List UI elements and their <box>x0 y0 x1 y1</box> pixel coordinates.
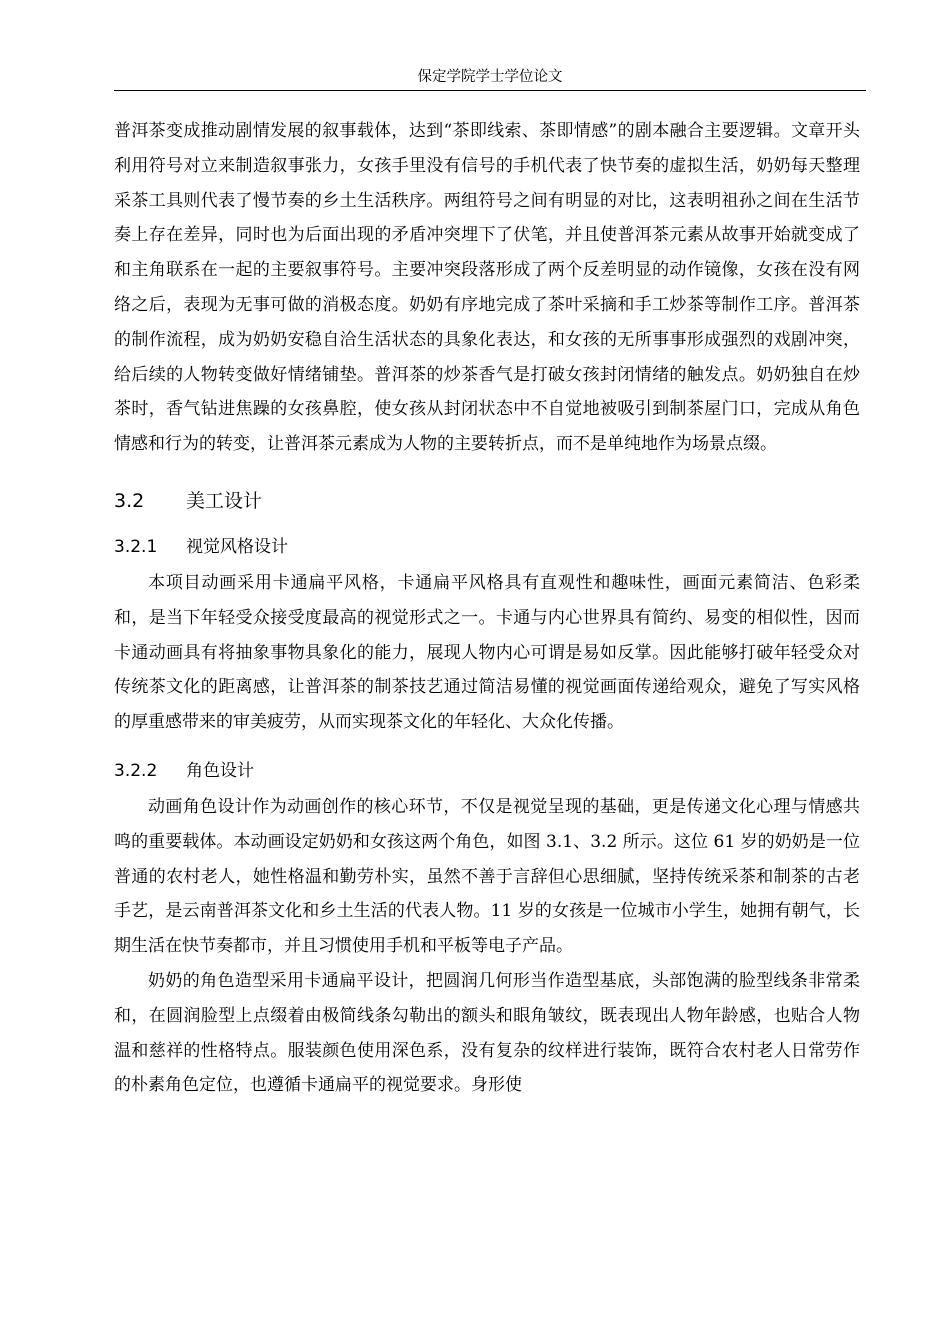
running-header: 保定学院学士学位论文 <box>417 69 563 85</box>
subsection-number: 3.2.2 <box>114 760 158 781</box>
page-body <box>114 114 860 1103</box>
subsection-heading-3-2-2 <box>114 754 860 790</box>
subsection-number: 3.2.1 <box>114 536 158 557</box>
body-paragraph: 动画角色设计作为动画创作的核心环节，不仅是视觉呈现的基础，更是传递文化心理与情感共鸣的重要载体。本动画设定奶奶和女孩这两个角色，如图 3.1、3.2 所示。这位 61 岁的奶奶是一位普通的农村老人，她性格温和勤劳朴实，虽然不善于言辞但心思细腻，坚持传统采茶和制茶的古老手艺，是云南普洱茶文化和乡土生活的代表人物。11 岁的女孩是一位城市小学生，她拥有朝气，长期生活在快节奏都市，并且习惯使用手机和平板等电子产品。 <box>114 796 860 957</box>
body-paragraph: 本项目动画采用卡通扁平风格，卡通扁平风格具有直观性和趣味性，画面元素简洁、色彩柔和，是当下年轻受众接受度最高的视觉形式之一。卡通与内心世界具有简约、易变的相似性，因而卡通动画具有将抽象事物具象化的能力，展现人物内心可谓是易如反掌。因此能够打破年轻受众对传统茶文化的距离感，让普洱茶的制茶技艺通过简洁易懂的视觉画面传递给观众，避免了写实风格的厚重感带来的审美疲劳，从而实现茶文化的年轻化、大众化传播。 <box>114 572 860 733</box>
section-number: 3.2 <box>114 489 145 512</box>
subsection-title: 角色设计 <box>186 760 254 781</box>
spacer <box>114 462 860 484</box>
intro-paragraph: 普洱茶变成推动剧情发展的叙事载体，达到“茶即线索、茶即情感”的剧本融合主要逻辑。文章开头利用符号对立来制造叙事张力，女孩手里没有信号的手机代表了快节奏的虚拟生活，奶奶每天整理采茶工具则代表了慢节奏的乡土生活秩序。两组符号之间有明显的对比，这表明祖孙之间在生活节奏上存在差异，同时也为后面出现的矛盾冲突埋下了伏笔，并且使普洱茶元素从故事开始就变成了和主角联系在一起的主要叙事符号。主要冲突段落形成了两个反差明显的动作镜像，女孩在没有网络之后，表现为无事可做的消极态度。奶奶有序地完成了茶叶采摘和手工炒茶等制作工序。普洱茶的制作流程，成为奶奶安稳自洽生活状态的具象化表达，和女孩的无所事事形成强烈的戏剧冲突，给后续的人物转变做好情绪铺垫。普洱茶的炒茶香气是打破女孩封闭情绪的触发点。奶奶独自在炒茶时，香气钻进焦躁的女孩鼻腔，使女孩从封闭状态中不自觉地被吸引到制茶屋门口，完成从角色情感和行为的转变，让普洱茶元素成为人物的主要转折点，而不是单纯地作为场景点缀。 <box>114 121 860 455</box>
body-paragraph: 奶奶的角色造型采用卡通扁平设计，把圆润几何形当作造型基底，头部饱满的脸型线条非常柔和，在圆润脸型上点缀着由极简线条勾勒出的额头和眼角皱纹，既表现出人物年龄感，也贴合人物温和慈祥的性格特点。服装颜色使用深色系，没有复杂的纹样进行装饰，既符合农村老人日常劳作的朴素角色定位，也遵循卡通扁平的视觉要求。身形使 <box>114 970 860 1096</box>
subsection-heading-3-2-1 <box>114 530 860 566</box>
header-divider <box>114 90 866 91</box>
section-title: 美工设计 <box>186 489 263 512</box>
spacer <box>114 740 860 754</box>
section-heading-3-2 <box>114 484 860 530</box>
subsection-title: 视觉风格设计 <box>186 536 288 557</box>
